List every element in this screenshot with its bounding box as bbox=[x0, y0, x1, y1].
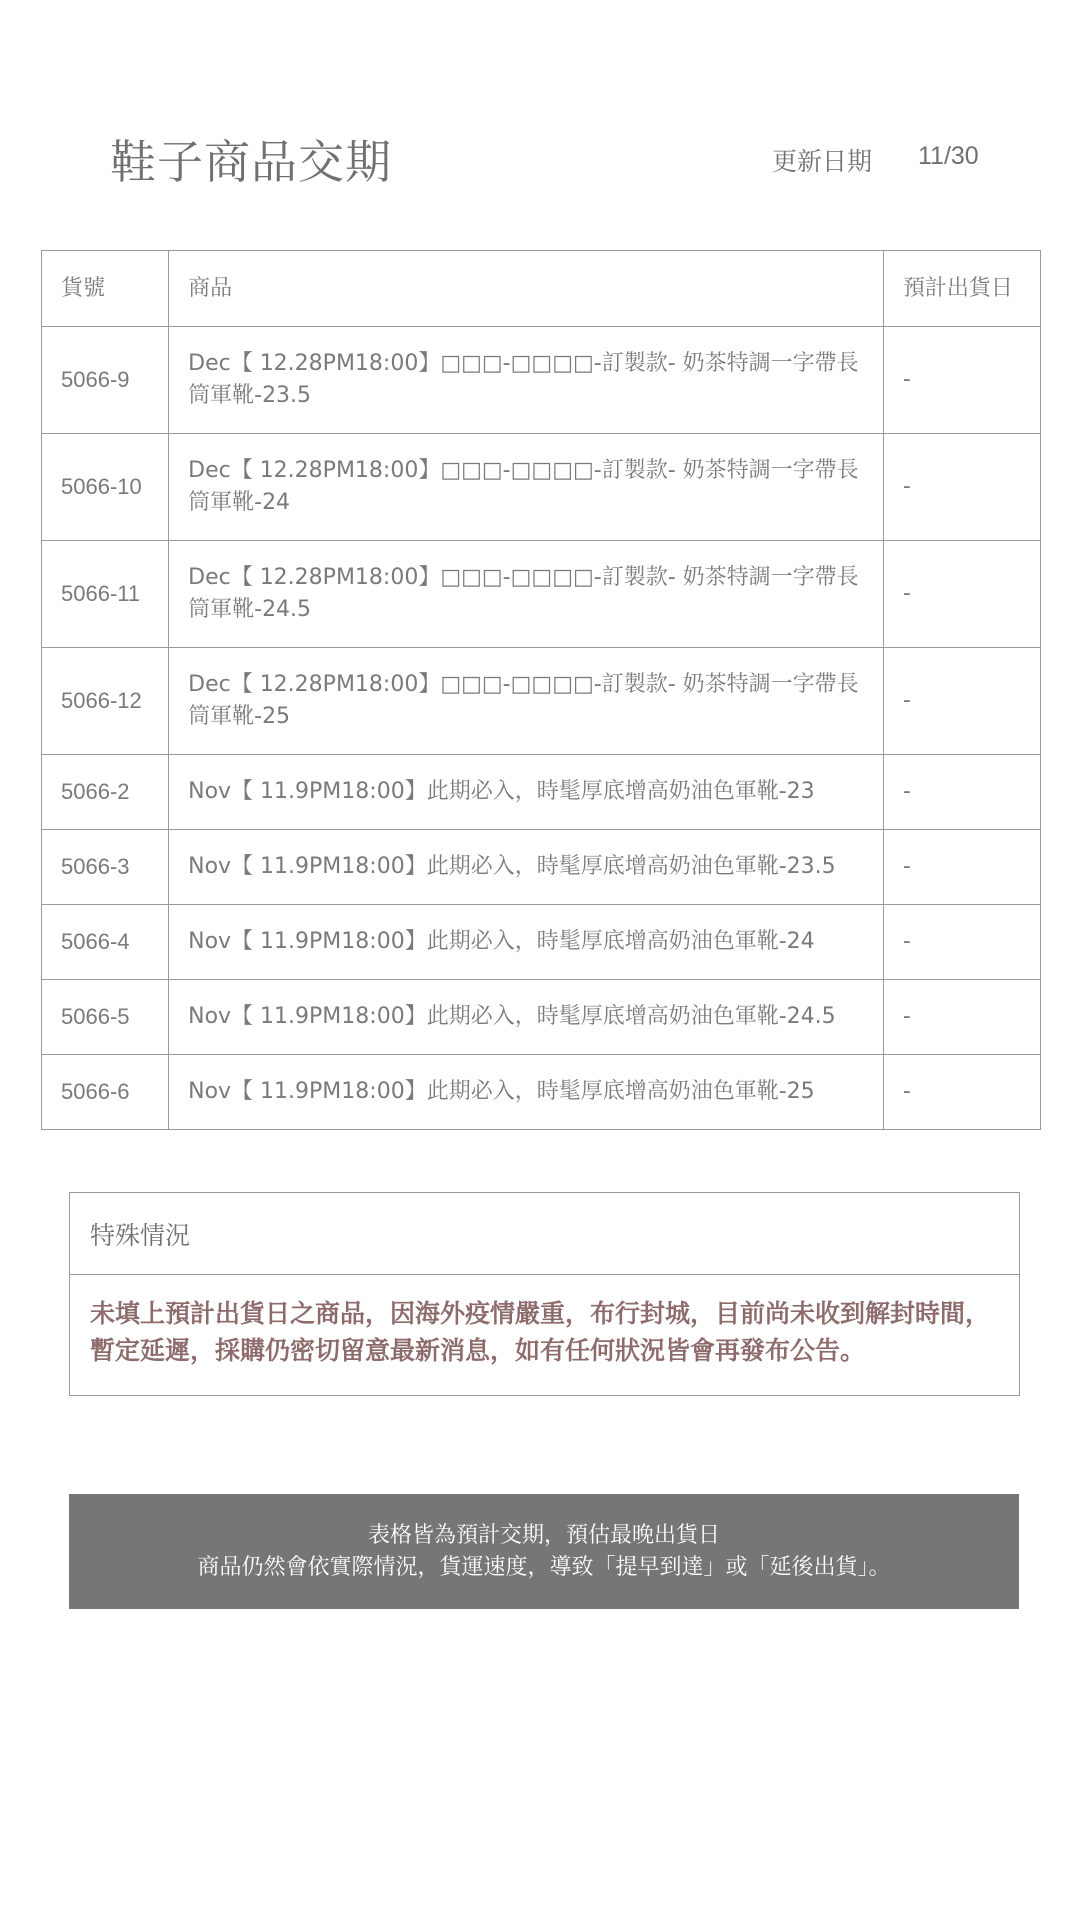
ship-date-cell: - bbox=[883, 648, 1040, 755]
sku-cell: 5066-12 bbox=[42, 648, 169, 755]
table-row bbox=[42, 327, 1041, 434]
table-row bbox=[42, 755, 1041, 830]
ship-date-cell: - bbox=[883, 1055, 1040, 1130]
disclaimer-banner bbox=[69, 1494, 1019, 1609]
column-header-sku: 貨號 bbox=[42, 251, 169, 327]
sku-cell: 5066-9 bbox=[42, 327, 169, 434]
sku-cell: 5066-10 bbox=[42, 434, 169, 541]
sku-cell: 5066-6 bbox=[42, 1055, 169, 1130]
ship-date-cell: - bbox=[883, 541, 1040, 648]
update-date-label: 更新日期 bbox=[772, 147, 873, 176]
sku-cell: 5066-4 bbox=[42, 905, 169, 980]
column-header-product: 商品 bbox=[169, 251, 884, 327]
table-row bbox=[42, 541, 1041, 648]
product-cell: Dec【 12.28PM18:00】□□□-□□□□-訂製款- 奶茶特調一字帶長筒軍靴-23.5 bbox=[169, 327, 884, 434]
ship-date-cell: - bbox=[883, 905, 1040, 980]
product-cell: Dec【 12.28PM18:00】□□□-□□□□-訂製款- 奶茶特調一字帶長筒軍靴-24 bbox=[169, 434, 884, 541]
disclaimer-line-2: 商品仍然會依實際情況，貨運速度，導致「提早到達」或「延後出貨」。 bbox=[197, 1554, 891, 1580]
sku-cell: 5066-5 bbox=[42, 980, 169, 1055]
special-situation-notice: 未填上預計出貨日之商品，因海外疫情嚴重，布行封城，目前尚未收到解封時間，暫定延遲，採購仍密切留意最新消息，如有任何狀況皆會再發布公告。 bbox=[90, 1299, 991, 1365]
special-situation-box bbox=[69, 1192, 1020, 1396]
product-cell: Nov【 11.9PM18:00】此期必入，時髦厚底增高奶油色軍靴-24.5 bbox=[169, 980, 884, 1055]
column-header-ship-date: 預計出貨日 bbox=[883, 251, 1040, 327]
product-cell: Dec【 12.28PM18:00】□□□-□□□□-訂製款- 奶茶特調一字帶長筒軍靴-25 bbox=[169, 648, 884, 755]
table-row bbox=[42, 648, 1041, 755]
table-row bbox=[42, 434, 1041, 541]
ship-date-cell: - bbox=[883, 830, 1040, 905]
table-row bbox=[42, 980, 1041, 1055]
product-cell: Nov【 11.9PM18:00】此期必入，時髦厚底增高奶油色軍靴-23 bbox=[169, 755, 884, 830]
sku-cell: 5066-2 bbox=[42, 755, 169, 830]
update-date-value: 11/30 bbox=[918, 142, 979, 170]
delivery-table bbox=[41, 250, 1041, 1130]
ship-date-cell: - bbox=[883, 327, 1040, 434]
sku-cell: 5066-3 bbox=[42, 830, 169, 905]
ship-date-cell: - bbox=[883, 980, 1040, 1055]
table-row bbox=[42, 1055, 1041, 1130]
product-cell: Nov【 11.9PM18:00】此期必入，時髦厚底增高奶油色軍靴-23.5 bbox=[169, 830, 884, 905]
ship-date-cell: - bbox=[883, 755, 1040, 830]
product-cell: Nov【 11.9PM18:00】此期必入，時髦厚底增高奶油色軍靴-24 bbox=[169, 905, 884, 980]
table-row bbox=[42, 830, 1041, 905]
sku-cell: 5066-11 bbox=[42, 541, 169, 648]
page-header bbox=[110, 120, 990, 190]
ship-date-cell: - bbox=[883, 434, 1040, 541]
special-situation-heading: 特殊情況 bbox=[70, 1193, 1019, 1275]
product-cell: Dec【 12.28PM18:00】□□□-□□□□-訂製款- 奶茶特調一字帶長筒軍靴-24.5 bbox=[169, 541, 884, 648]
disclaimer-line-1: 表格皆為預計交期，預估最晚出貨日 bbox=[367, 1522, 720, 1548]
product-cell: Nov【 11.9PM18:00】此期必入，時髦厚底增高奶油色軍靴-25 bbox=[169, 1055, 884, 1130]
table-row bbox=[42, 905, 1041, 980]
page-title: 鞋子商品交期 bbox=[110, 135, 392, 189]
table-header-row bbox=[42, 251, 1041, 327]
